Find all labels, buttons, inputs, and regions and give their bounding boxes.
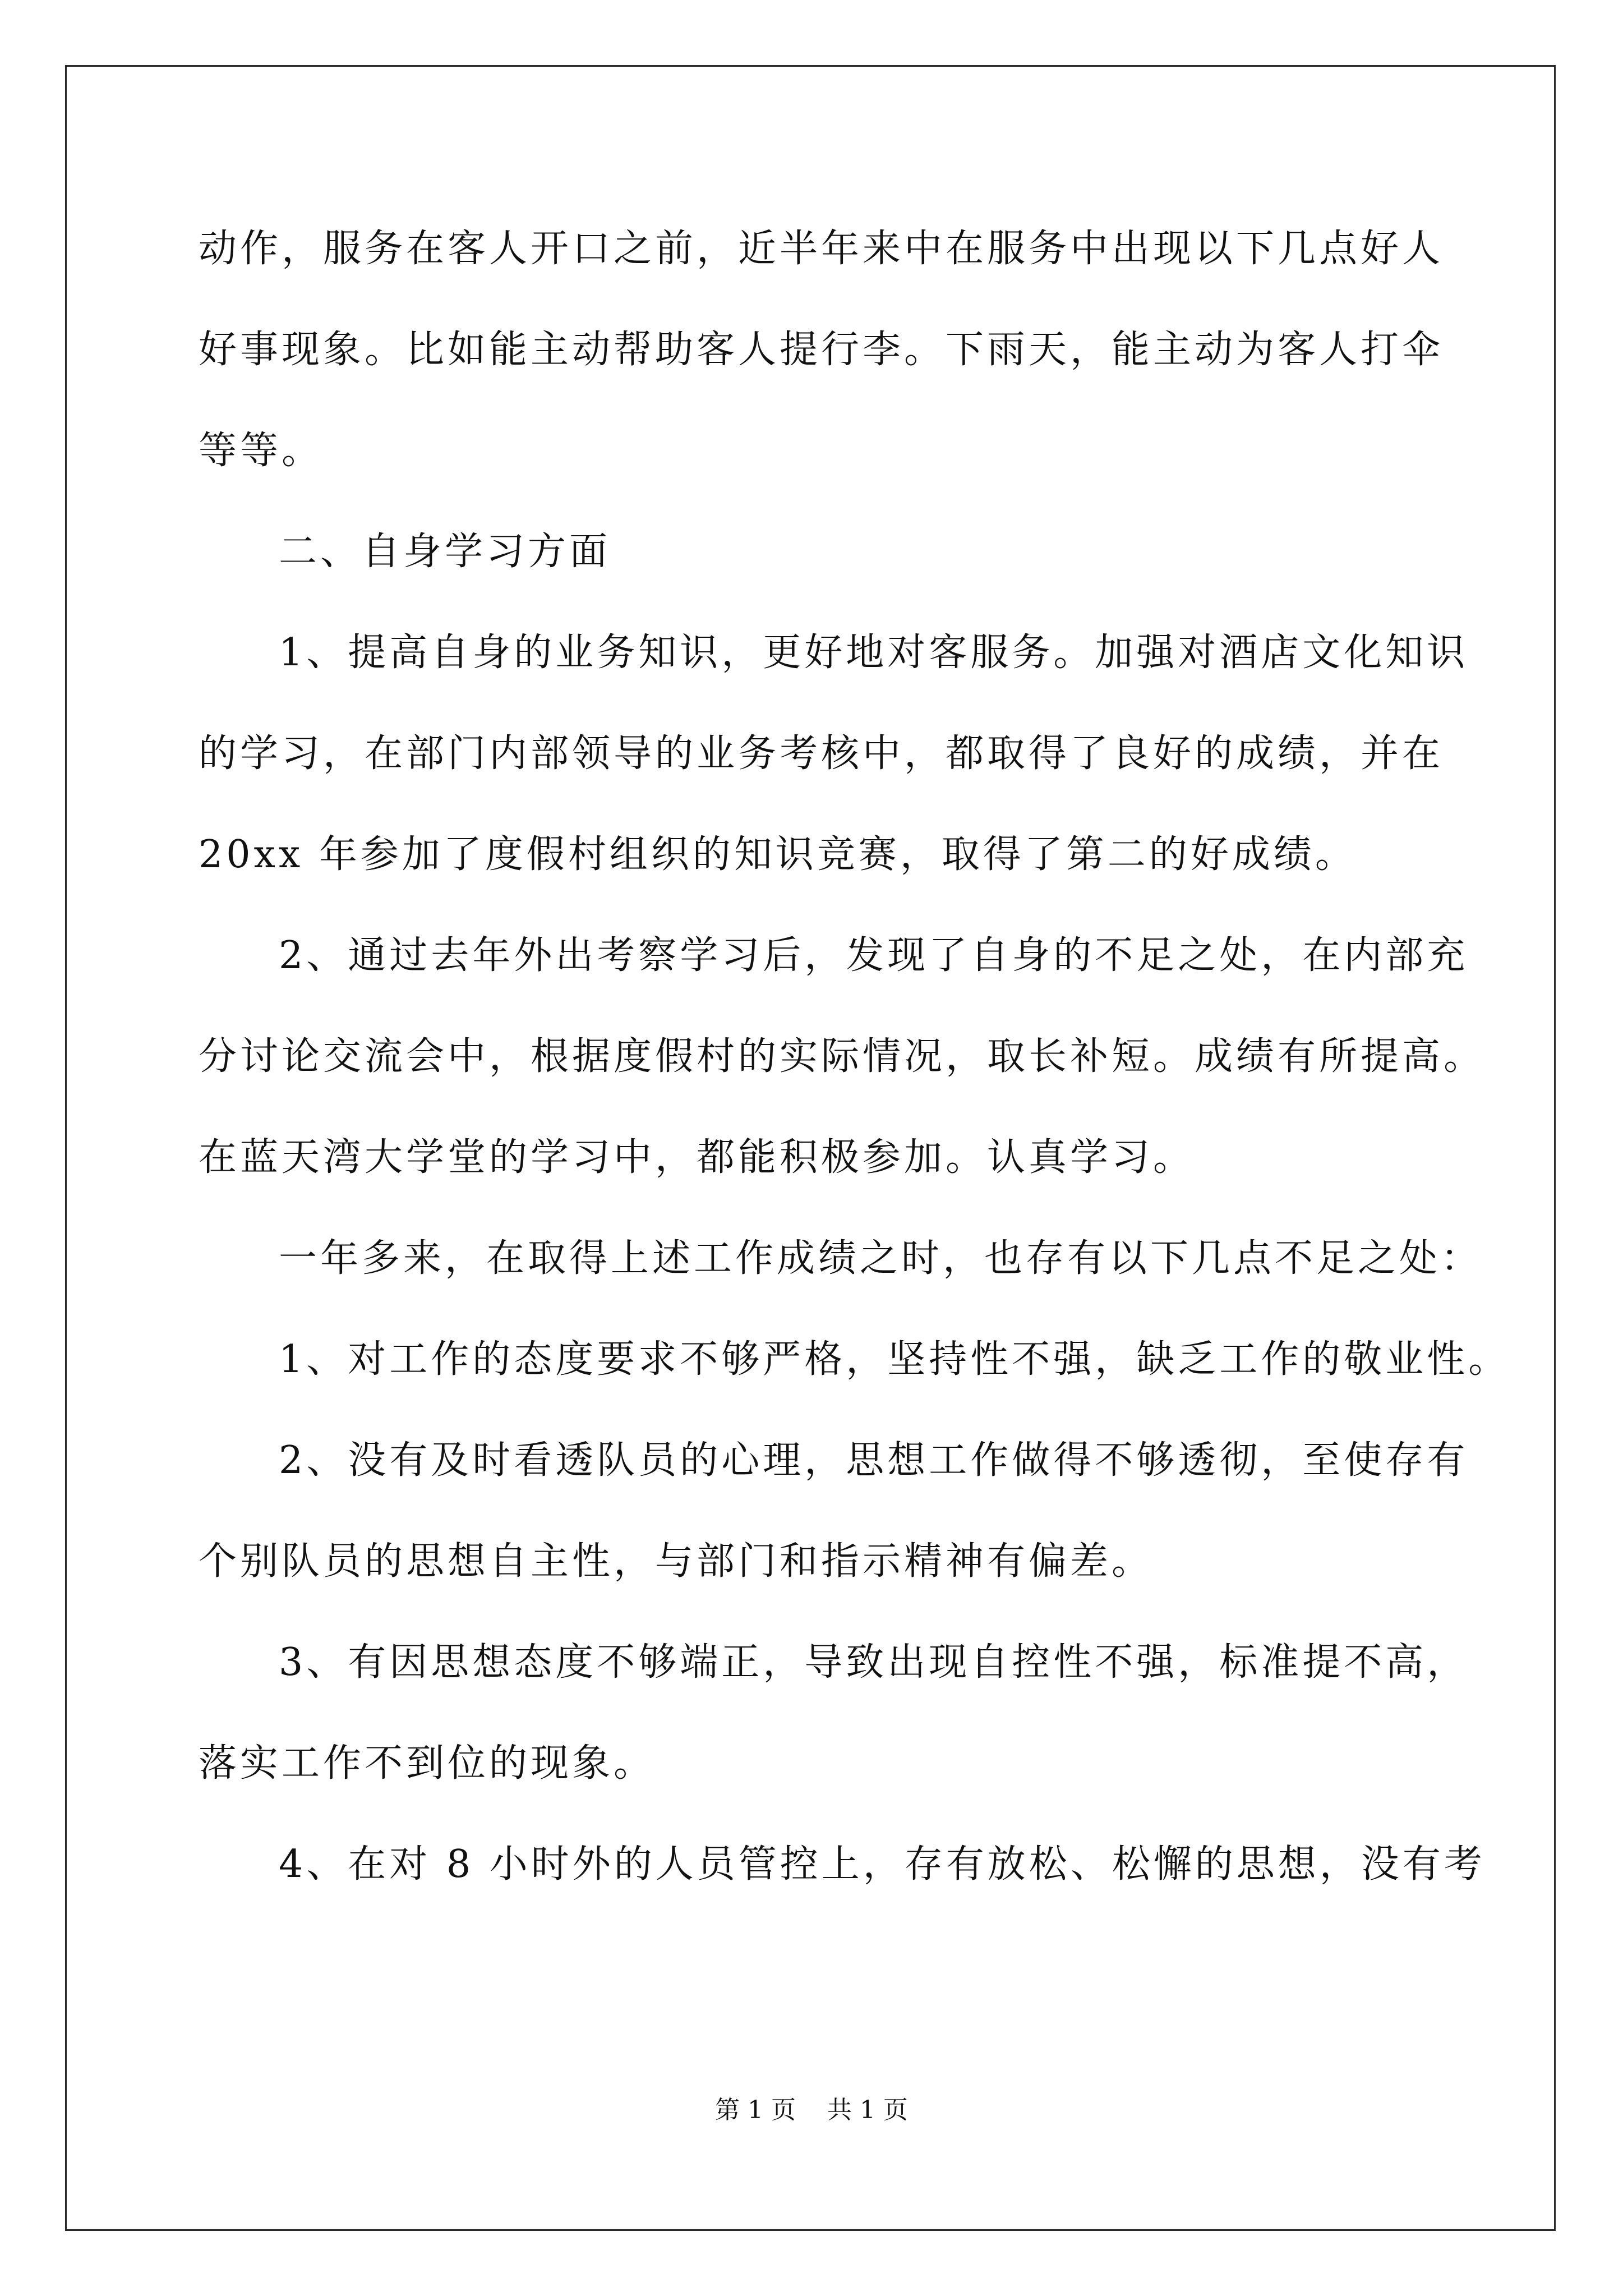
text-line-17: 4、在对 8 小时外的人员管控上，存有放松、松懈的思想，没有考 bbox=[279, 1842, 1486, 1887]
page-number-footer: 第 1 页 共 1 页 bbox=[715, 2096, 908, 2124]
section-heading: 二、自身学习方面 bbox=[279, 530, 611, 574]
text-line-16: 落实工作不到位的现象。 bbox=[199, 1741, 656, 1786]
text-line-1: 动作，服务在客人开口之前，近半年来中在服务中出现以下几点好人 bbox=[199, 227, 1444, 271]
text-line-2: 好事现象。比如能主动帮助客人提行李。下雨天，能主动为客人打伞 bbox=[199, 328, 1444, 372]
text-line-7: 20xx 年参加了度假村组织的知识竞赛，取得了第二的好成绩。 bbox=[199, 832, 1357, 877]
text-line-8: 2、通过去年外出考察学习后，发现了自身的不足之处，在内部充 bbox=[279, 933, 1469, 978]
text-line-11: 一年多来，在取得上述工作成绩之时，也存有以下几点不足之处： bbox=[279, 1236, 1483, 1281]
text-line-9: 分讨论交流会中，根据度假村的实际情况，取长补短。成绩有所提高。 bbox=[199, 1034, 1486, 1079]
text-line-3: 等等。 bbox=[199, 429, 324, 473]
text-line-6: 的学习，在部门内部领导的业务考核中，都取得了良好的成绩，并在 bbox=[199, 731, 1444, 776]
text-line-15: 3、有因思想态度不够端正，导致出现自控性不强，标准提不高， bbox=[279, 1640, 1469, 1685]
text-line-12: 1、对工作的态度要求不够严格，坚持性不强，缺乏工作的敬业性。 bbox=[279, 1337, 1510, 1382]
text-line-14: 个别队员的思想自主性，与部门和指示精神有偏差。 bbox=[199, 1539, 1154, 1584]
text-line-13: 2、没有及时看透队员的心理，思想工作做得不够透彻，至使存有 bbox=[279, 1438, 1469, 1483]
text-line-5: 1、提高自身的业务知识，更好地对客服务。加强对酒店文化知识 bbox=[279, 631, 1469, 675]
text-line-10: 在蓝天湾大学堂的学习中，都能积极参加。认真学习。 bbox=[199, 1135, 1195, 1180]
